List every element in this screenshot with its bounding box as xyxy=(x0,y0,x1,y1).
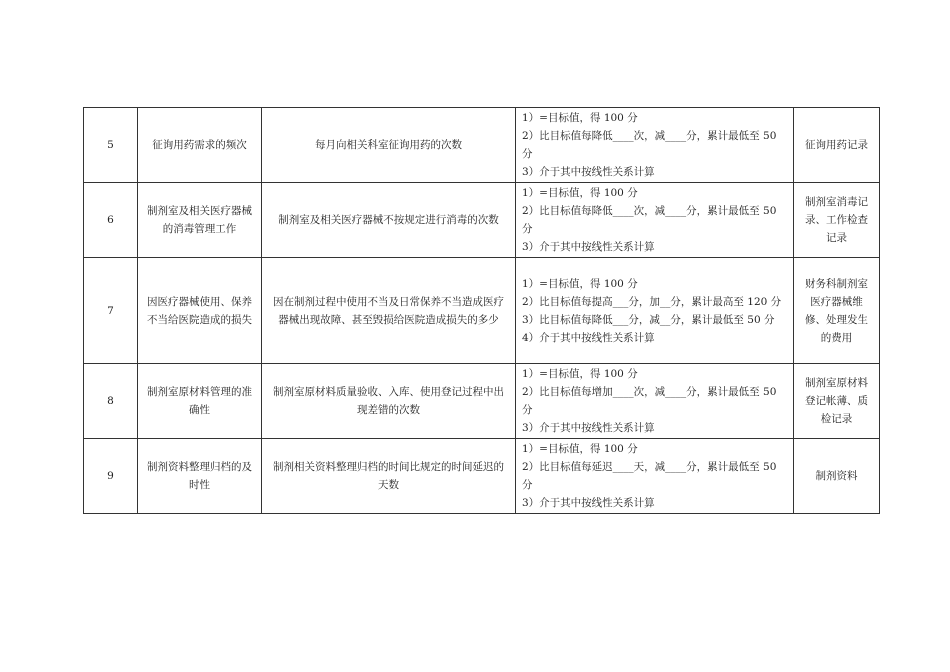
table-row xyxy=(84,108,880,183)
row-number: 5 xyxy=(84,108,138,183)
scoring-rules xyxy=(516,183,794,258)
scoring-line: 2）比目标值每延迟____天，减____分，累计最低至 50 分 xyxy=(522,461,777,491)
scoring-rules xyxy=(516,258,794,364)
row-number: 7 xyxy=(84,258,138,364)
scoring-line: 3）介于其中按线性关系计算 xyxy=(522,241,655,253)
data-source: 制剂资料 xyxy=(794,439,880,514)
scoring-rules xyxy=(516,439,794,514)
table-row xyxy=(84,439,880,514)
scoring-line: 1）=目标值，得 100 分 xyxy=(522,277,638,290)
table-row xyxy=(84,183,880,258)
kpi-table xyxy=(83,107,880,514)
scoring-line: 3）介于其中按线性关系计算 xyxy=(522,497,655,509)
data-source: 制剂室原材料登记帐薄、质检记录 xyxy=(794,364,880,439)
scoring-line: 2）比目标值每提高___分，加__分，累计最高至 120 分 xyxy=(522,295,782,308)
scoring-line: 3）介于其中按线性关系计算 xyxy=(522,166,655,178)
scoring-line: 3）介于其中按线性关系计算 xyxy=(522,422,655,434)
row-number: 8 xyxy=(84,364,138,439)
indicator-definition: 因在制剂过程中使用不当及日常保养不当造成医疗器械出现故障、甚至毁损给医院造成损失的多少 xyxy=(262,258,516,364)
table-row xyxy=(84,364,880,439)
indicator-definition: 制剂相关资料整理归档的时间比规定的时间延迟的天数 xyxy=(262,439,516,514)
scoring-line: 1）=目标值，得 100 分 xyxy=(522,368,638,380)
table-row xyxy=(84,258,880,364)
scoring-line: 3）比目标值每降低___分，减__分，累计最低至 50 分 xyxy=(522,313,775,326)
data-source: 制剂室消毒记录、工作检查记录 xyxy=(794,183,880,258)
indicator-name: 因医疗器械使用、保养不当给医院造成的损失 xyxy=(138,258,262,364)
indicator-name: 制剂资料整理归档的及时性 xyxy=(138,439,262,514)
indicator-name: 制剂室原材料管理的准确性 xyxy=(138,364,262,439)
kpi-table-body xyxy=(84,108,880,514)
scoring-line: 1）=目标值，得 100 分 xyxy=(522,187,638,199)
indicator-definition: 制剂室及相关医疗器械不按规定进行消毒的次数 xyxy=(262,183,516,258)
scoring-line: 2）比目标值每增加____次，减____分，累计最低至 50 分 xyxy=(522,386,777,416)
data-source: 征询用药记录 xyxy=(794,108,880,183)
scoring-line: 1）=目标值，得 100 分 xyxy=(522,112,638,124)
scoring-line: 4）介于其中按线性关系计算 xyxy=(522,331,655,344)
scoring-line: 1）=目标值，得 100 分 xyxy=(522,443,638,455)
indicator-definition: 制剂室原材料质量验收、入库、使用登记过程中出现差错的次数 xyxy=(262,364,516,439)
data-source: 财务科制剂室医疗器械维修、处理发生的费用 xyxy=(794,258,880,364)
indicator-name: 征询用药需求的频次 xyxy=(138,108,262,183)
indicator-definition: 每月向相关科室征询用药的次数 xyxy=(262,108,516,183)
scoring-rules xyxy=(516,364,794,439)
scoring-rules xyxy=(516,108,794,183)
scoring-line: 2）比目标值每降低____次，减____分，累计最低至 50 分 xyxy=(522,205,777,235)
scoring-line: 2）比目标值每降低____次，减____分，累计最低至 50 分 xyxy=(522,130,777,160)
indicator-name: 制剂室及相关医疗器械的消毒管理工作 xyxy=(138,183,262,258)
row-number: 9 xyxy=(84,439,138,514)
row-number: 6 xyxy=(84,183,138,258)
